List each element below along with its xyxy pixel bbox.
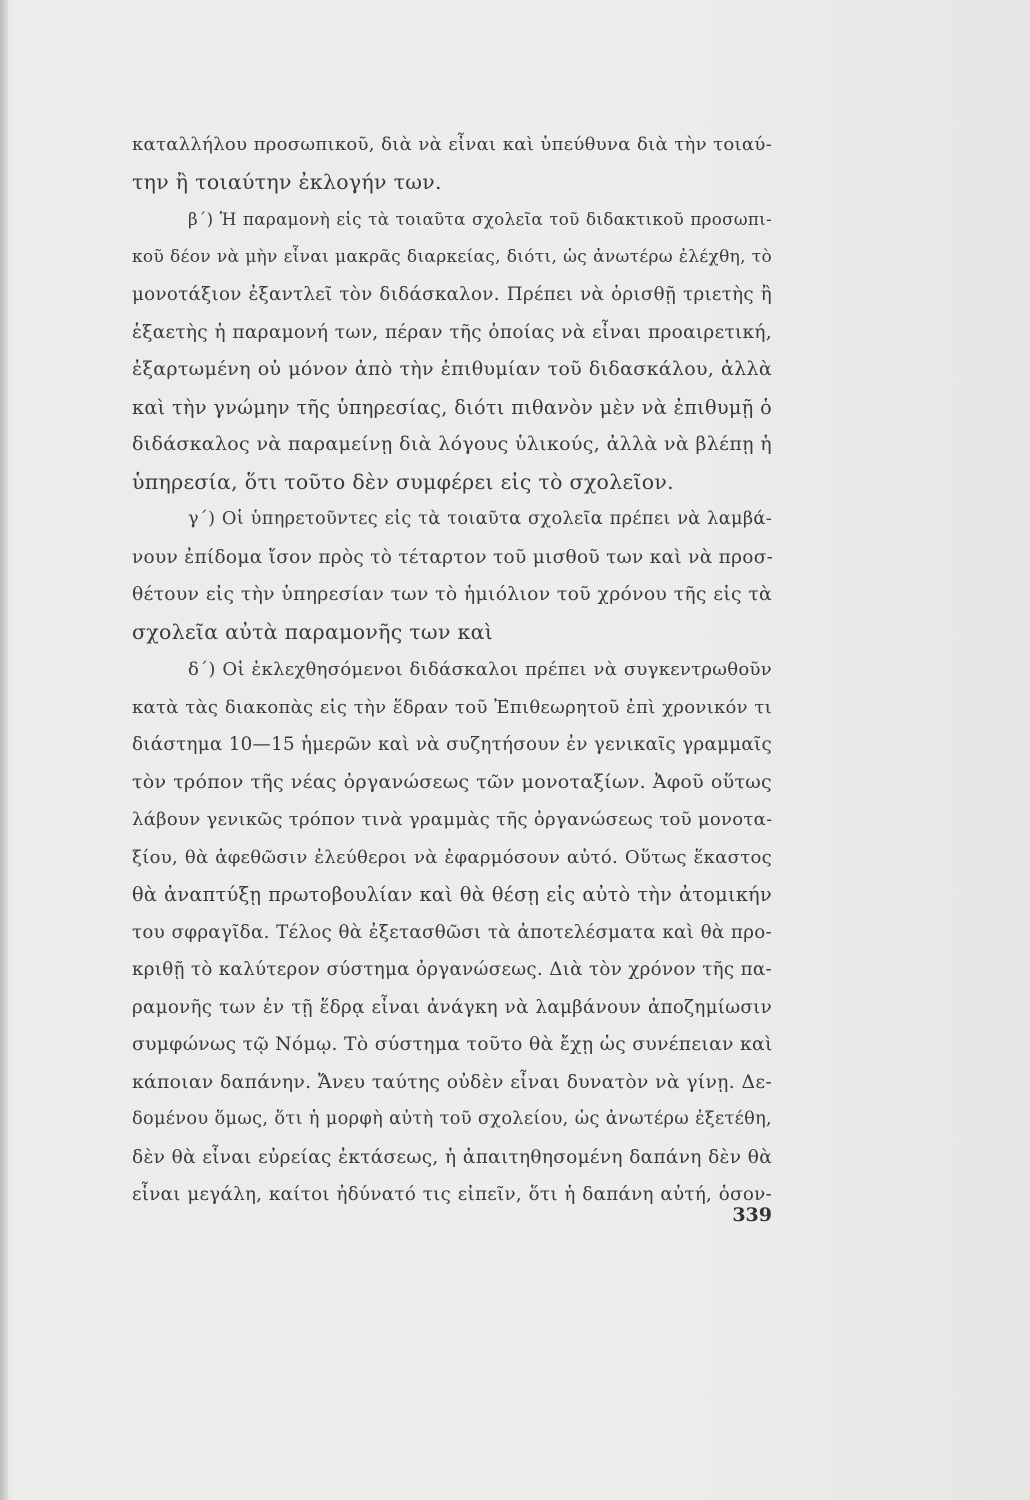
text-line: ραμονῆς των ἐν τῇ ἕδρᾳ εἶναι ἀνάγκη νὰ λαμβάνουν ἀποζημίωσιν xyxy=(132,996,772,1018)
body-text xyxy=(132,126,772,1214)
text-line: ὑπηρεσία, ὅτι τοῦτο δὲν συμφέρει εἰς τὸ σχολεῖον. xyxy=(132,469,674,494)
text-line: διδάσκαλος νὰ παραμείνῃ διὰ λόγους ὑλικούς, ἀλλὰ νὰ βλέπῃ ἡ xyxy=(132,433,772,455)
text-line: κοῦ δέον νὰ μὴν εἶναι μακρᾶς διαρκείας, διότι, ὡς ἀνωτέρω ἐλέχθη, τὸ xyxy=(132,246,772,267)
text-line: διάστημα 10—15 ἡμερῶν καὶ νὰ συζητήσουν ἐν γενικαῖς γραμμαῖς xyxy=(132,734,772,755)
paragraph-delta-first-line: δ΄) Οἱ ἐκλεχθησόμενοι διδάσκαλοι πρέπει νὰ συγκεντρωθοῦν xyxy=(188,659,772,680)
page-binding-edge xyxy=(0,0,8,1500)
text-line: δομένου ὅμως, ὅτι ἡ μορφὴ αὐτὴ τοῦ σχολείου, ὡς ἀνωτέρω ἐξετέθη, xyxy=(132,1109,772,1129)
text-line: την ἢ τοιαύτην ἐκλογήν των. xyxy=(132,169,442,194)
text-line: καὶ τὴν γνώμην τῆς ὑπηρεσίας, διότι πιθανὸν μὲν νὰ ἐπιθυμῇ ὁ xyxy=(132,395,772,419)
text-line: θέτουν εἰς τὴν ὑπηρεσίαν των τὸ ἡμιόλιον τοῦ χρόνου τῆς εἰς τὰ xyxy=(132,584,772,605)
text-line: νουν ἐπίδομα ἴσον πρὸς τὸ τέταρτον τοῦ μισθοῦ των καὶ νὰ προσ- xyxy=(132,546,774,568)
text-line: λάβουν γενικῶς τρόπον τινὰ γραμμὰς τῆς ὀργανώσεως τοῦ μονοτα- xyxy=(132,809,773,830)
text-line: θὰ ἀναπτύξῃ πρωτοβουλίαν καὶ θὰ θέσῃ εἰς αὐτὸ τὴν ἀτομικήν xyxy=(132,883,772,906)
text-line: μονοτάξιον ἐξαντλεῖ τὸν διδάσκαλον. Πρέπει νὰ ὁρισθῇ τριετὴς ἢ xyxy=(132,284,772,305)
text-line: κάποιαν δαπάνην. Ἄνευ ταύτης οὐδὲν εἶναι δυνατὸν νὰ γίνῃ. Δε- xyxy=(132,1071,772,1093)
text-line: συμφώνως τῷ Νόμῳ. Τὸ σύστημα τοῦτο θὰ ἔχῃ ὡς συνέπειαν καὶ xyxy=(132,1034,773,1055)
text-line: του σφραγῖδα. Τέλος θὰ ἐξετασθῶσι τὰ ἀποτελέσματα καὶ θὰ προ- xyxy=(132,921,772,943)
text-line: ἑξαετὴς ἡ παραμονή των, πέραν τῆς ὁποίας νὰ εἶναι προαιρετική, xyxy=(132,321,772,343)
text-line: σχολεῖα αὐτὰ παραμονῆς των καὶ xyxy=(132,619,494,644)
text-line: κατὰ τὰς διακοπὰς εἰς τὴν ἕδραν τοῦ Ἐπιθεωρητοῦ ἐπὶ χρονικόν τι xyxy=(132,696,772,718)
text-line: δὲν θὰ εἶναι εὐρείας ἐκτάσεως, ἡ ἀπαιτηθησομένη δαπάνη δὲν θὰ xyxy=(132,1146,772,1168)
text-line: ἐξαρτωμένη οὐ μόνον ἀπὸ τὴν ἐπιθυμίαν τοῦ διδασκάλου, ἀλλὰ xyxy=(132,358,772,380)
page-number: 339 xyxy=(732,1204,772,1226)
text-line: κριθῇ τὸ καλύτερον σύστημα ὀργανώσεως. Διὰ τὸν χρόνον τῆς πα- xyxy=(132,959,772,980)
text-line: ξίου, θὰ ἀφεθῶσιν ἐλεύθεροι νὰ ἐφαρμόσουν αὐτό. Οὕτως ἕκαστος xyxy=(132,846,772,868)
paragraph-gamma-first-line: γ΄) Οἱ ὑπηρετοῦντες εἰς τὰ τοιαῦτα σχολεῖα πρέπει νὰ λαμβά- xyxy=(188,509,772,529)
text-line: τὸν τρόπον τῆς νέας ὀργανώσεως τῶν μονοταξίων. Ἀφοῦ οὕτως xyxy=(132,770,772,793)
text-line: εἶναι μεγάλη, καίτοι ἠδύνατό τις εἰπεῖν, ὅτι ἡ δαπάνη αὐτή, ὁσον- xyxy=(132,1184,772,1205)
paragraph-beta-first-line: β΄) Ἡ παραμονὴ εἰς τὰ τοιαῦτα σχολεῖα τοῦ διδακτικοῦ προσωπι- xyxy=(188,209,772,229)
text-line: καταλλήλου προσωπικοῦ, διὰ νὰ εἶναι καὶ ὑπεύθυνα διὰ τὴν τοιαύ- xyxy=(132,134,772,155)
